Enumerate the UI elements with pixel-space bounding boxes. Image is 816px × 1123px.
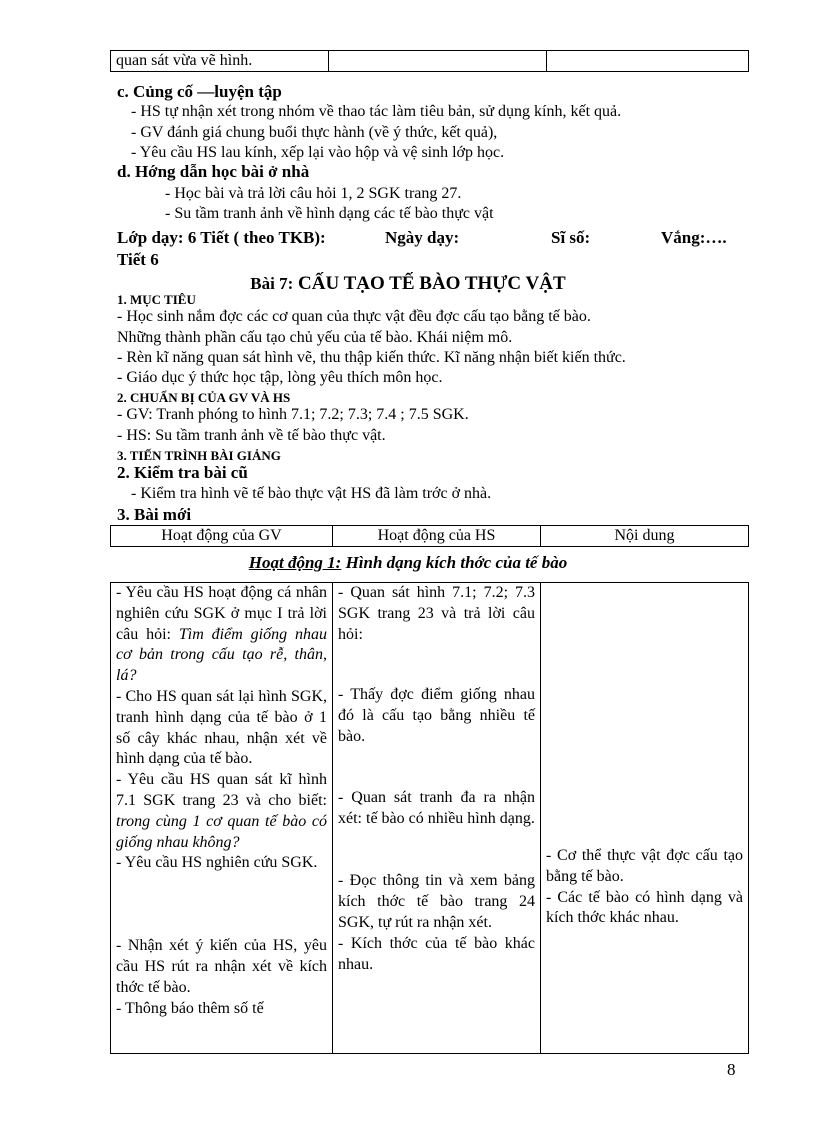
content-cell bbox=[541, 583, 749, 1054]
preparation-line: - GV: Tranh phóng to hình 7.1; 7.2; 7.3; 7.4 ; 7.5 SGK. bbox=[117, 406, 469, 423]
teacher-activity-cell bbox=[111, 583, 333, 1054]
table-cell bbox=[329, 51, 547, 72]
student-step: - Quan sát hình 7.1; 7.2; 7.3 SGK trang 23 và trả lời câu hỏi: bbox=[338, 584, 535, 643]
lesson-period: Tiết 6 bbox=[117, 250, 159, 269]
new-lesson-heading: 3. Bài mới bbox=[117, 505, 192, 524]
column-header-content: Nội dung bbox=[541, 526, 749, 547]
teacher-step-text: - Yêu cầu HS hoạt động cá nhân nghiên cứu SGK ở mục I trả lời câu hỏi: bbox=[116, 584, 327, 643]
teacher-step bbox=[116, 770, 327, 853]
activity-title: Hình dạng kích thớc của tế bào bbox=[341, 553, 568, 572]
student-step: - Quan sát tranh đa ra nhận xét: tế bào có nhiều hình dạng. bbox=[338, 788, 535, 827]
table-row bbox=[111, 51, 749, 72]
attendance-label: Sĩ số: bbox=[551, 228, 591, 247]
section-c-item: - Yêu cầu HS lau kính, xếp lại vào hộp và vệ sinh lớp học. bbox=[131, 144, 505, 161]
section-d-heading: d. Hớng dẫn học bài ở nhà bbox=[117, 162, 310, 181]
lesson-number: Bài 7: bbox=[250, 274, 294, 293]
review-line: - Kiểm tra hình vẽ tế bào thực vật HS đã làm trớc ở nhà. bbox=[131, 485, 492, 502]
section-c-heading: c. Củng cố —luyện tập bbox=[117, 82, 282, 101]
table-cell bbox=[547, 51, 749, 72]
activity-table-header bbox=[110, 525, 749, 547]
student-step: - Thấy đợc điểm giống nhau đó là cấu tạo bằng nhiều tế bào. bbox=[338, 686, 535, 745]
content-point: - Các tế bào có hình dạng và kích thớc khác nhau. bbox=[546, 888, 743, 927]
preparation-line: - HS: Su tầm tranh ảnh về tế bào thực vật. bbox=[117, 427, 386, 444]
teacher-question: trong cùng 1 cơ quan tế bào có giống nhau không? bbox=[116, 812, 327, 851]
objective-line: Những thành phần cấu tạo chủ yếu của tế bào. Khái niệm mô. bbox=[117, 329, 513, 346]
student-activity-cell bbox=[333, 583, 541, 1054]
table-header-row bbox=[111, 526, 749, 547]
teacher-step: - Yêu cầu HS nghiên cứu SGK. bbox=[116, 854, 318, 872]
student-step: - Đọc thông tin và xem bảng kích thớc tế bào trang 24 SGK, tự rút ra nhận xét. bbox=[338, 872, 535, 931]
objective-line: - Giáo dục ý thức học tập, lòng yêu thích môn học. bbox=[117, 369, 443, 386]
student-step: - Kích thớc của tế bào khác nhau. bbox=[338, 934, 535, 973]
teacher-step: - Cho HS quan sát lại hình SGK, tranh hình dạng của tế bào ở 1 số cây khác nhau, nhận xét về hình dạng của tế bào. bbox=[116, 687, 327, 768]
section-c-item: - HS tự nhận xét trong nhóm về thao tác làm tiêu bản, sử dụng kính, kết quả. bbox=[131, 103, 622, 120]
column-header-student: Hoạt động của HS bbox=[333, 526, 541, 547]
column-header-teacher: Hoạt động của GV bbox=[111, 526, 333, 547]
teacher-question: Tìm điểm giống nhau cơ bản trong cấu tạo rễ, thân, lá? bbox=[116, 625, 327, 685]
review-heading: 2. Kiểm tra bài cũ bbox=[117, 463, 248, 482]
objective-line: - Học sinh nắm đợc các cơ quan của thực vật đều đợc cấu tạo bằng tế bào. bbox=[117, 308, 591, 325]
table-row bbox=[111, 583, 749, 1054]
page-number: 8 bbox=[727, 1060, 736, 1079]
table-cell: quan sát vừa vẽ hình. bbox=[111, 51, 329, 72]
date-label: Ngày dạy: bbox=[385, 228, 460, 247]
objectives-heading: 1. MỤC TIÊU bbox=[117, 292, 196, 307]
content-point: - Cơ thể thực vật đợc cấu tạo bằng tế bào. bbox=[546, 847, 743, 885]
activity-table bbox=[110, 582, 749, 1054]
teacher-step: - Thông báo thêm số tế bbox=[116, 999, 264, 1017]
preparation-heading: 2. CHUẨN BỊ CỦA GV VÀ HS bbox=[117, 390, 291, 405]
teacher-step: - Nhận xét ý kiến của HS, yêu cầu HS rút ra nhận xét về kích thớc tế bào. bbox=[116, 937, 327, 996]
procedure-heading: 3. TIẾN TRÌNH BÀI GIẢNG bbox=[117, 448, 281, 463]
section-c-item: - GV đánh giá chung buổi thực hành (về ý thức, kết quả), bbox=[131, 124, 498, 141]
section-d-item: - Học bài và trả lời câu hỏi 1, 2 SGK trang 27. bbox=[165, 185, 462, 202]
absent-label: Vắng:…. bbox=[661, 228, 727, 247]
teacher-step bbox=[116, 583, 327, 687]
previous-table-last-row bbox=[110, 50, 749, 72]
objective-line: - Rèn kĩ năng quan sát hình vẽ, thu thập kiến thức. Kĩ năng nhận biết kiến thức. bbox=[117, 349, 626, 366]
section-d-item: - Su tầm tranh ảnh về hình dạng các tế bào thực vật bbox=[165, 205, 494, 222]
lesson-name: CẤU TẠO TẾ BÀO THỰC VẬT bbox=[298, 273, 566, 294]
class-period-label: Lớp dạy: 6 Tiết ( theo TKB): bbox=[117, 228, 326, 247]
activity-label: Hoạt động 1: bbox=[248, 553, 342, 572]
teacher-step-text: - Yêu cầu HS quan sát kĩ hình 7.1 SGK trang 23 và cho biết: bbox=[116, 771, 327, 809]
class-info-row bbox=[117, 228, 757, 250]
activity-heading bbox=[0, 552, 816, 574]
